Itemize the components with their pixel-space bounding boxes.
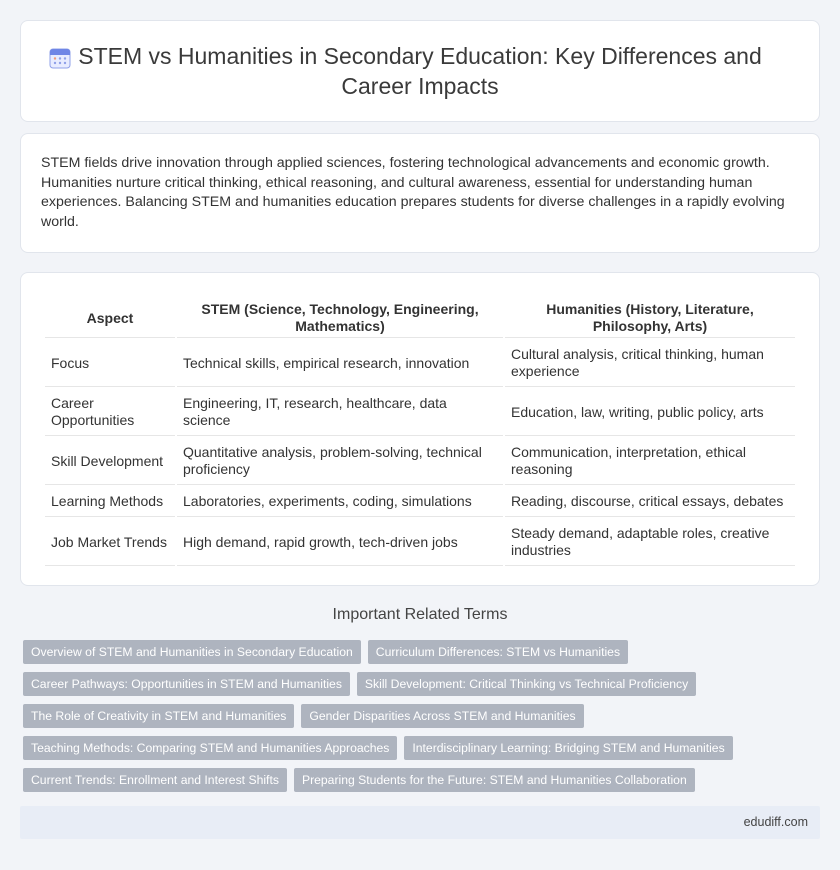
row-stem: Quantitative analysis, problem-solving, technical proficiency: [177, 438, 503, 485]
row-aspect: Learning Methods: [45, 487, 175, 517]
intro-card: [20, 133, 820, 253]
table-row: [45, 389, 795, 436]
related-term-tag[interactable]: Gender Disparities Across STEM and Humanities: [301, 704, 583, 728]
header-humanities: Humanities (History, Literature, Philosophy, Arts): [505, 295, 795, 338]
row-humanities: Education, law, writing, public policy, arts: [505, 389, 795, 436]
table-row: [45, 487, 795, 517]
related-term-tag[interactable]: The Role of Creativity in STEM and Humanities: [23, 704, 294, 728]
related-term-tag[interactable]: Overview of STEM and Humanities in Secondary Education: [23, 640, 361, 664]
row-stem: Technical skills, empirical research, innovation: [177, 340, 503, 387]
related-terms-title: Important Related Terms: [332, 606, 508, 623]
row-stem: High demand, rapid growth, tech-driven jobs: [177, 519, 503, 566]
row-humanities: Steady demand, adaptable roles, creative industries: [505, 519, 795, 566]
table-header-row: [45, 295, 795, 338]
table-row: [45, 519, 795, 566]
related-terms-list: [23, 640, 823, 800]
related-term-tag[interactable]: Career Pathways: Opportunities in STEM and Humanities: [23, 672, 350, 696]
related-term-tag[interactable]: Curriculum Differences: STEM vs Humanities: [368, 640, 628, 664]
footer-site-link[interactable]: edudiff.com: [743, 815, 808, 829]
header-aspect: Aspect: [45, 295, 175, 338]
footer: [20, 806, 820, 839]
page-title: STEM vs Humanities in Secondary Education: Key Differences and Career Impacts: [78, 43, 762, 99]
related-term-tag[interactable]: Current Trends: Enrollment and Interest Shifts: [23, 768, 287, 792]
row-stem: Engineering, IT, research, healthcare, data science: [177, 389, 503, 436]
header-stem: STEM (Science, Technology, Engineering, Mathematics): [177, 295, 503, 338]
intro-text: STEM fields drive innovation through applied sciences, fostering technological advancements and economic growth. Humanities nurture critical thinking, ethical reasoning, and cultural awareness, essential for understanding human experiences. Balancing STEM and humanities education prepares students for diverse challenges in a rapidly evolving world.: [41, 155, 785, 230]
related-term-tag[interactable]: Interdisciplinary Learning: Bridging STEM and Humanities: [404, 736, 732, 760]
row-humanities: Reading, discourse, critical essays, debates: [505, 487, 795, 517]
row-stem: Laboratories, experiments, coding, simulations: [177, 487, 503, 517]
table-row: [45, 340, 795, 387]
comparison-table-card: [20, 272, 820, 586]
related-term-tag[interactable]: Skill Development: Critical Thinking vs Technical Proficiency: [357, 672, 696, 696]
comparison-table: [43, 293, 797, 568]
row-humanities: Cultural analysis, critical thinking, human experience: [505, 340, 795, 387]
row-aspect: Skill Development: [45, 438, 175, 485]
related-term-tag[interactable]: Preparing Students for the Future: STEM and Humanities Collaboration: [294, 768, 695, 792]
table-row: [45, 438, 795, 485]
calendar-icon: [48, 46, 72, 70]
row-aspect: Focus: [45, 340, 175, 387]
row-aspect: Job Market Trends: [45, 519, 175, 566]
header-card: [20, 20, 820, 122]
row-aspect: Career Opportunities: [45, 389, 175, 436]
row-humanities: Communication, interpretation, ethical reasoning: [505, 438, 795, 485]
related-term-tag[interactable]: Teaching Methods: Comparing STEM and Humanities Approaches: [23, 736, 397, 760]
